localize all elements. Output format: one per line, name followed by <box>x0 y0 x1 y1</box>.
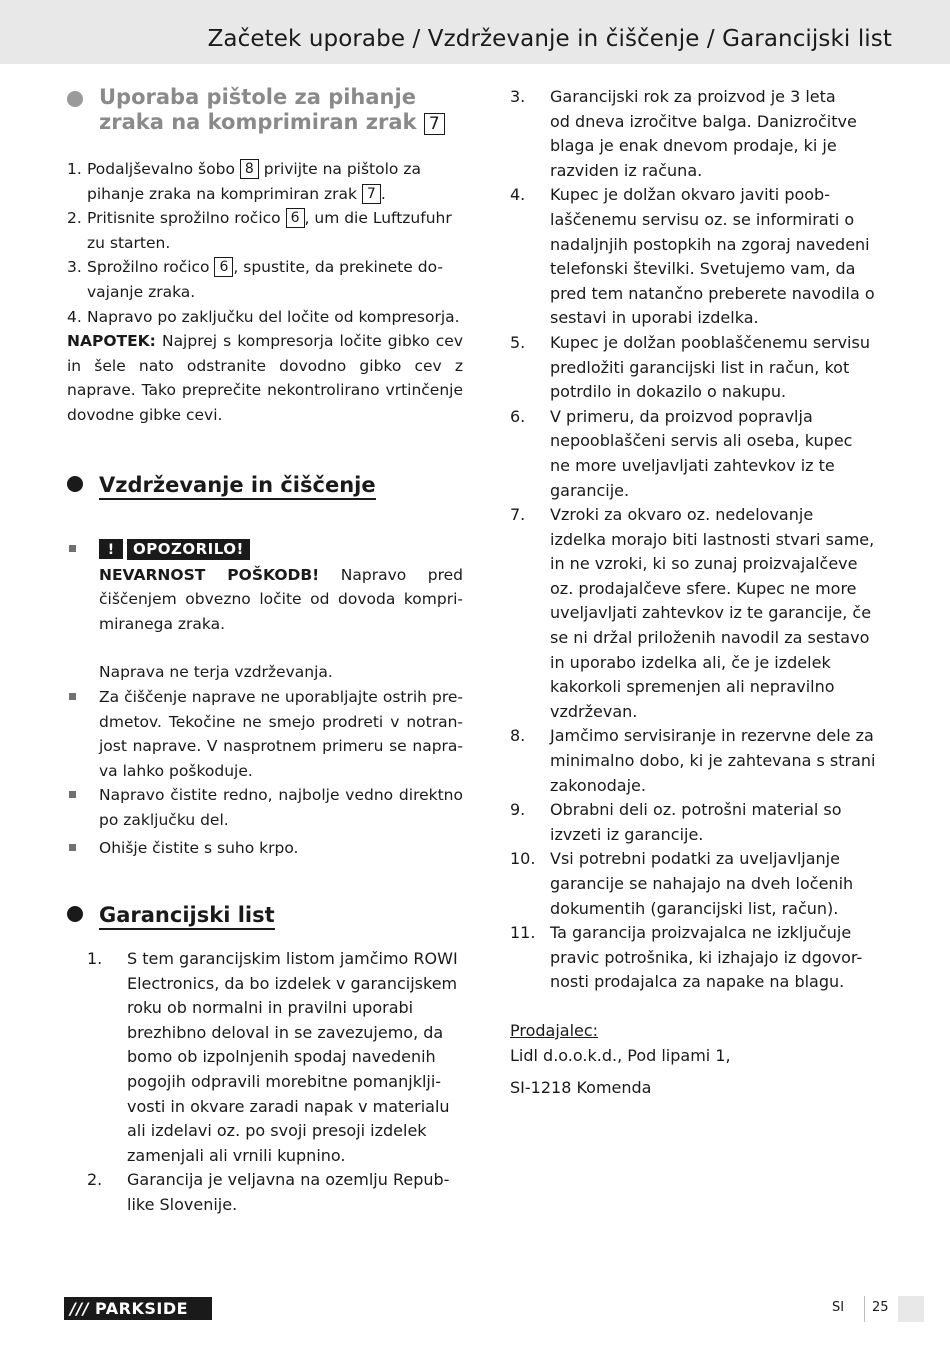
reference-number-box: 7 <box>424 113 445 135</box>
item-text-line: izvzeti iz garancije. <box>550 824 704 844</box>
item-text-line: Garancijski rok za proizvod je 3 leta <box>550 87 836 106</box>
heading-line-2: zraka na komprimiran zrak <box>99 110 417 134</box>
warning-block <box>67 537 463 685</box>
warning-text: Napravo pred čiščenjem obvezno ločite od dovoda kompri-miranega zraka. <box>99 565 463 633</box>
item-text-line: sestavi in uporabi izdelka. <box>550 308 759 328</box>
warning-triangle-icon: ! <box>99 539 123 559</box>
note-paragraph <box>67 329 463 427</box>
item-text-line: pred tem natančno preberete navodila o <box>550 283 875 303</box>
square-bullet-icon <box>69 844 76 851</box>
item-text: pihanje zraka na komprimiran zrak <box>87 184 357 203</box>
reference-number-box: 6 <box>286 208 305 228</box>
page-header <box>0 0 950 64</box>
item-number: 4. <box>510 185 526 205</box>
item-text: vajanje zraka. <box>87 282 196 301</box>
item-text-line: like Slovenije. <box>127 1195 238 1214</box>
warranty-item <box>67 947 463 1168</box>
heading-line-1: Uporaba pištole za pihanje <box>99 85 416 109</box>
item-number: 10. <box>510 849 536 869</box>
item-text: Pritisnite sprožilno ročico <box>87 209 281 228</box>
item-text-line: Garancija je veljavna na ozemlju Repub- <box>127 1170 450 1190</box>
item-text-line: in uporabo izdelka ali, če je izdelek <box>550 652 831 672</box>
item-number: 2. <box>87 1170 103 1190</box>
list-item <box>67 783 463 832</box>
item-number: 6. <box>510 406 526 426</box>
item-text-line: predložiti garancijski list in račun, kot <box>550 357 850 377</box>
warning-bold-text: NEVARNOST POŠKODB! <box>99 565 320 584</box>
page-title: Začetek uporabe / Vzdrževanje in čiščenje / Garancijski list <box>207 26 892 52</box>
item-text-line: ne more uveljavljati zahtevkov iz te <box>550 455 835 475</box>
item-text: , um die Luftzufuhr <box>304 209 452 228</box>
list-item <box>67 685 463 783</box>
item-text-line: blaga je enak dnevom prodaje, ki je <box>550 136 837 156</box>
section-heading-warranty <box>67 901 463 929</box>
item-text-line: uveljavljati zahtevkov iz te garancije, če <box>550 603 872 623</box>
item-number: 3. <box>510 87 526 106</box>
section-heading-blow-gun <box>67 85 463 135</box>
item-number: 2. <box>67 209 82 228</box>
item-number: 7. <box>510 505 526 525</box>
footer-tab-marker <box>898 1296 924 1322</box>
item-text-line: Obrabni deli oz. potrošni material so <box>550 800 842 820</box>
warranty-item <box>510 798 890 847</box>
item-number: 3. <box>67 258 82 277</box>
item-text-line: bomo ob izpolnjenih spodaj navedenih <box>127 1047 436 1067</box>
item-text: . <box>380 184 386 203</box>
item-text-line: zamenjali ali vrnili kupnino. <box>127 1145 346 1165</box>
item-text: Napravo po zaključku del ločite od kompresorja. <box>87 307 460 326</box>
item-text-line: pravic potrošnika, ki izhajajo iz dgovor- <box>550 947 863 967</box>
item-text-line: Ta garancija proizvajalca ne izključuje <box>550 923 852 943</box>
item-text: privijte na pištolo za <box>263 160 421 178</box>
item-number: 1. <box>87 949 103 969</box>
page-number: 25 <box>872 1300 889 1315</box>
bullet-dot-icon <box>67 91 83 107</box>
instruction-item <box>67 157 463 206</box>
item-text-line: ali izdelavi oz. po svoji presoji izdelek <box>127 1121 427 1141</box>
item-text-line: nosti prodajalca za napake na blagu. <box>550 972 845 992</box>
instruction-item <box>67 255 463 304</box>
item-text-line: garancije se nahajajo na dveh ločenih <box>550 874 854 893</box>
item-text-line: minimalno dobo, ki je zahtevana s strani <box>550 751 876 771</box>
left-column <box>67 85 463 1218</box>
item-number: 4. <box>67 307 82 326</box>
item-text-line: roku ob normalni in pravilni uporabi <box>127 998 414 1018</box>
item-text-line: Kupec je dolžan pooblaščenemu servisu <box>550 332 870 352</box>
item-text-line: S tem garancijskim listom jamčimo ROWI <box>127 949 458 969</box>
item-text-line: dokumentih (garancijski list, račun). <box>550 898 839 918</box>
item-text-line: V primeru, da proizvod popravlja <box>550 406 813 426</box>
parkside-logo <box>64 1297 212 1320</box>
reference-number-box: 8 <box>240 159 259 179</box>
list-item <box>67 836 463 861</box>
note-label: NAPOTEK: <box>67 332 156 351</box>
list-item-text: Ohišje čistite s suho krpo. <box>99 839 299 858</box>
maintenance-text: Naprava ne terja vzdrževanja. <box>99 663 333 682</box>
bullet-dot-icon <box>67 476 83 492</box>
seller-address-line-1: Lidl d.o.o.k.d., Pod lipami 1, <box>510 1045 731 1065</box>
item-text-line: razviden iz računa. <box>550 160 703 180</box>
item-text-line: potrdilo in dokazilo o nakupu. <box>550 382 787 402</box>
heading-text: Garancijski list <box>99 903 275 930</box>
item-text-line: Vsi potrebni podatki za uveljavljanje <box>550 849 840 869</box>
warranty-item <box>510 503 890 724</box>
instruction-item <box>67 206 463 255</box>
logo-text: PARKSIDE <box>95 1299 189 1318</box>
maintenance-list <box>67 537 463 862</box>
item-text-line: oz. prodajalčeve sfere. Kupec ne more <box>550 578 857 598</box>
right-column <box>510 85 890 1101</box>
footer-divider <box>864 1296 865 1322</box>
item-text-line: zakonodaje. <box>550 775 646 795</box>
item-text-line: nepooblaščeni servis ali oseba, kupec <box>550 431 853 451</box>
item-text-line: Kupec je dolžan okvaro javiti poob- <box>550 185 830 205</box>
section-heading-maintenance <box>67 471 463 499</box>
item-text-line: se ni držal priloženih navodil za sestavo <box>550 628 870 648</box>
bullet-dot-icon <box>67 906 83 922</box>
square-bullet-icon <box>69 693 76 700</box>
item-number: 8. <box>510 726 526 746</box>
item-text: , spustite, da prekinete do- <box>233 258 443 277</box>
warranty-list-right <box>510 85 890 995</box>
seller-label: Prodajalec: <box>510 1020 599 1040</box>
item-number: 5. <box>510 332 526 352</box>
item-text-line: telefonski številki. Svetujemo vam, da <box>550 259 856 279</box>
instruction-list <box>67 157 463 329</box>
language-code: SI <box>832 1300 845 1315</box>
warranty-item <box>67 1168 463 1217</box>
item-text: Podaljševalno šobo <box>87 160 235 178</box>
item-number: 11. <box>510 923 536 943</box>
item-text-line: kakorkoli spremenjen ali nepravilno <box>550 677 835 697</box>
item-text-line: brezhibno deloval in se zavezujemo, da <box>127 1022 444 1042</box>
warranty-item <box>510 85 890 183</box>
item-text-line: od dneva izročitve balga. Danizročitve <box>550 111 857 131</box>
square-bullet-icon <box>69 545 76 552</box>
item-number: 9. <box>510 800 526 820</box>
seller-block <box>510 1019 890 1101</box>
item-text: zu starten. <box>87 233 171 252</box>
item-text-line: pogojih odpravili morebitne pomanjklji- <box>127 1072 442 1092</box>
list-item-text: Za čiščenje naprave ne uporabljajte ostrih pre-dmetov. Tekočine ne smejo prodreti v notran-jost naprave. V nasprotnem primeru se napra-va lahko poškoduje. <box>99 687 463 780</box>
instruction-item <box>67 305 463 330</box>
item-text-line: Vzroki za okvaro oz. nedelovanje <box>550 505 814 525</box>
item-text: Sprožilno ročico <box>87 258 210 277</box>
square-bullet-icon <box>69 791 76 798</box>
item-text-line: Electronics, da bo izdelek v garancijskem <box>127 973 458 993</box>
warranty-item <box>510 331 890 405</box>
item-text-line: Jamčimo servisiranje in rezervne dele za <box>550 726 874 746</box>
reference-number-box: 6 <box>214 257 233 277</box>
item-text-line: vosti in okvare zaradi napak v materialu <box>127 1096 450 1116</box>
item-text-line: nadaljnjih postopkih na zgoraj navedeni <box>550 234 870 254</box>
warranty-item <box>510 724 890 798</box>
item-number: 1. <box>67 160 82 178</box>
item-text-line: garancije. <box>550 480 630 500</box>
warning-label: OPOZORILO! <box>127 539 250 560</box>
item-text-line: laščenemu servisu oz. se informirati o <box>550 209 855 229</box>
item-text-line: in ne vzroki, ki so zunaj proizvajalčeve <box>550 554 858 574</box>
warranty-item <box>510 847 890 921</box>
heading-text: Vzdrževanje in čiščenje <box>99 473 376 500</box>
list-item-text: Napravo čistite redno, najbolje vedno direktno po zaključku del. <box>99 786 463 829</box>
warranty-item <box>510 921 890 995</box>
reference-number-box: 7 <box>362 184 381 204</box>
warranty-item <box>510 405 890 503</box>
seller-address-line-2: SI-1218 Komenda <box>510 1078 652 1098</box>
item-text-line: izdelka morajo biti lastnosti stvari same, <box>550 529 875 549</box>
warranty-item <box>510 183 890 331</box>
logo-slashes: /// <box>70 1299 90 1318</box>
warranty-list-left <box>67 947 463 1218</box>
note-text: Najprej s kompresorja ločite gibko cev in šele nato odstranite dovodno gibko cev z naprave. Tako preprečite nekontrolirano vrtinčenje dovodne gibke cevi. <box>67 332 463 424</box>
item-text-line: vzdrževan. <box>550 701 638 721</box>
